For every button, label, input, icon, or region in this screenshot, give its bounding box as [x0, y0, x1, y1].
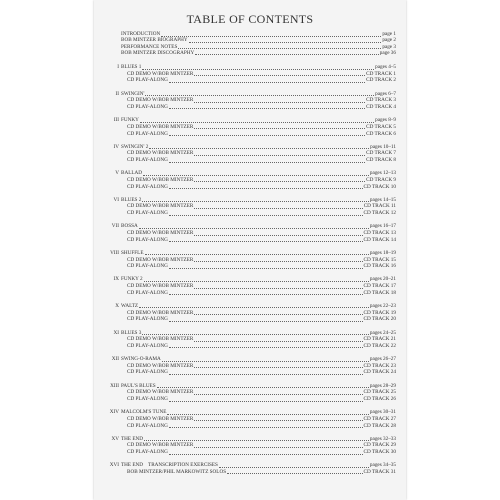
entry-reference: CD TRACK 5	[366, 123, 396, 130]
track-entry	[104, 237, 396, 244]
dot-leader	[169, 401, 363, 402]
entry-label: BALLAD	[121, 170, 143, 177]
dot-leader	[195, 54, 379, 55]
entry-reference: pages 34–35	[369, 462, 396, 469]
entry-label: CD DEMO W/BOB MINTZER	[127, 336, 194, 343]
dot-leader	[169, 162, 365, 163]
dot-leader	[169, 321, 363, 322]
entry-number: XII	[111, 356, 119, 363]
entry-label: MALCOLM'S TUNE	[121, 409, 167, 416]
dot-leader	[169, 454, 363, 455]
entry-reference: CD TRACK 7	[366, 150, 396, 157]
dot-leader	[169, 215, 363, 216]
entry-label: SWINGIN' 2	[121, 143, 149, 150]
entry-label: THE END	[121, 462, 144, 469]
entry-label: CD DEMO W/BOB MINTZER	[127, 389, 194, 396]
dot-leader	[194, 314, 362, 315]
entry-reference: page 3	[382, 43, 396, 50]
entry-number: VIII	[110, 249, 119, 256]
entry-label: CD DEMO W/BOB MINTZER	[127, 203, 194, 210]
entry-label: BOSSA	[121, 223, 138, 230]
dot-leader	[142, 69, 374, 70]
track-entry	[104, 316, 396, 323]
entry-reference: CD TRACK 15	[363, 256, 396, 263]
dot-leader	[145, 254, 369, 255]
entry-number: VII	[111, 223, 119, 230]
track-entry	[104, 210, 396, 217]
entry-label: PAUL'S BLUES	[121, 382, 156, 389]
entry-label: CD DEMO W/BOB MINTZER	[127, 70, 194, 77]
entry-subtitle: TRANSCRIPTION EXERCISES	[148, 462, 218, 469]
entry-label: CD DEMO W/BOB MINTZER	[127, 97, 194, 104]
entry-label: CD PLAY-ALONG	[127, 157, 168, 164]
dot-leader	[162, 361, 369, 362]
entry-label: FUNKY	[121, 117, 139, 124]
dot-leader	[169, 241, 363, 242]
entry-number: XIII	[110, 382, 119, 389]
entry-label: CD PLAY-ALONG	[127, 396, 168, 402]
dot-leader	[194, 367, 362, 368]
dot-leader	[169, 268, 363, 269]
entry-label: CD PLAY-ALONG	[127, 449, 168, 456]
dot-leader	[194, 128, 365, 129]
dot-leader	[194, 102, 365, 103]
dot-leader	[167, 414, 369, 415]
dot-leader	[143, 175, 369, 176]
dot-leader	[227, 473, 362, 474]
entry-reference: CD TRACK 31	[363, 468, 396, 475]
entry-reference: CD TRACK 28	[363, 422, 396, 429]
entry-label: CD PLAY-ALONG	[127, 342, 168, 349]
entry-label: CD DEMO W/BOB MINTZER	[127, 150, 194, 157]
entry-reference: CD TRACK 22	[363, 342, 396, 349]
entry-reference: pages 30–31	[369, 409, 396, 416]
entry-label: CD DEMO W/BOB MINTZER	[127, 362, 194, 369]
entry-label: WALTZ	[121, 302, 139, 309]
entry-reference: CD TRACK 12	[363, 210, 396, 217]
track-entry	[104, 369, 396, 376]
dot-leader	[140, 122, 374, 123]
dot-leader	[219, 467, 369, 468]
entry-label: CD PLAY-ALONG	[127, 210, 168, 217]
entry-label: CD PLAY-ALONG	[127, 316, 168, 323]
entry-reference: pages 18–19	[369, 249, 396, 256]
entry-reference: pages 4–5	[375, 64, 396, 70]
dot-leader	[194, 420, 362, 421]
entry-reference: pages 8–9	[375, 117, 396, 124]
entry-reference: CD TRACK 25	[363, 389, 396, 396]
entry-label: CD DEMO W/BOB MINTZER	[127, 415, 194, 422]
dot-leader	[194, 235, 362, 236]
entry-reference: page 36	[379, 49, 396, 56]
entry-reference: page 1	[382, 31, 396, 37]
entry-label: INTRODUCTION	[121, 31, 161, 37]
entry-number: III	[113, 117, 119, 124]
dot-leader	[169, 427, 363, 428]
entry-number: XV	[111, 435, 119, 442]
entry-label: SWING-O-RAMA	[121, 356, 161, 363]
entry-label: CD PLAY-ALONG	[127, 236, 168, 243]
entry-reference: CD TRACK 29	[363, 442, 396, 449]
dot-leader	[169, 82, 365, 83]
track-entry	[104, 131, 396, 138]
entry-label: PERFORMANCE NOTES	[121, 43, 178, 50]
entry-number: XI	[113, 329, 119, 336]
entry-label: BLUES 3	[121, 329, 142, 336]
entry-reference: CD TRACK 6	[366, 130, 396, 137]
entry-label: CD PLAY-ALONG	[127, 422, 168, 429]
dot-leader	[149, 148, 369, 149]
entry-label: CD PLAY-ALONG	[127, 103, 168, 110]
entry-reference: page 2	[382, 37, 396, 44]
track-entry	[104, 423, 396, 430]
entry-label: CD PLAY-ALONG	[127, 77, 168, 84]
entry-reference: CD TRACK 13	[363, 230, 396, 236]
entry-reference: pages 10–11	[370, 143, 396, 150]
entry-reference: pages 24–25	[369, 329, 396, 336]
entry-reference: CD TRACK 26	[363, 396, 396, 402]
toc-page	[94, 0, 406, 500]
track-entry	[104, 290, 396, 297]
entry-label: THE END	[121, 435, 144, 442]
dot-leader	[169, 188, 363, 189]
track-entry	[104, 104, 396, 111]
dot-leader	[194, 341, 362, 342]
dot-leader	[144, 281, 369, 282]
track-entry	[104, 469, 396, 476]
entry-label: FUNKY 2	[121, 276, 143, 283]
entry-reference: CD TRACK 23	[363, 362, 396, 369]
track-entry	[104, 263, 396, 270]
dot-leader	[194, 155, 365, 156]
entry-number: VI	[113, 196, 119, 203]
entry-number: V	[115, 170, 119, 177]
entry-reference: CD TRACK 24	[363, 369, 396, 376]
dot-leader	[169, 374, 363, 375]
dot-leader	[194, 75, 365, 76]
entry-reference: CD TRACK 14	[363, 236, 396, 243]
dot-leader	[194, 261, 362, 262]
dot-leader	[157, 387, 369, 388]
entry-reference: CD TRACK 2	[366, 77, 396, 84]
entry-reference: pages 14–15	[369, 196, 396, 203]
entry-reference: CD TRACK 10	[363, 183, 396, 190]
front-matter-entry	[104, 50, 396, 57]
entry-label: CD DEMO W/BOB MINTZER	[127, 123, 194, 130]
track-entry	[104, 343, 396, 350]
dot-leader	[169, 108, 365, 109]
entry-reference: pages 26–27	[369, 356, 396, 363]
entry-reference: CD TRACK 9	[366, 176, 396, 183]
entry-reference: CD TRACK 1	[366, 70, 396, 77]
entry-reference: pages 20–21	[369, 276, 396, 283]
entry-label: BOB MINTZER BIOGRAPHY	[121, 37, 188, 44]
entry-reference: CD TRACK 16	[363, 263, 396, 270]
dot-leader	[194, 447, 362, 448]
entry-reference: pages 6–7	[375, 90, 396, 97]
entry-label: SWINGIN'	[121, 90, 145, 97]
entry-reference: CD TRACK 17	[363, 283, 396, 290]
entry-label: CD PLAY-ALONG	[127, 289, 168, 296]
entry-label: BLUES 1	[121, 64, 142, 70]
dot-leader	[169, 294, 363, 295]
entry-reference: pages 32–33	[369, 435, 396, 442]
dot-leader	[142, 201, 369, 202]
entry-number: IV	[113, 143, 119, 150]
entry-label: CD PLAY-ALONG	[127, 369, 168, 376]
entry-reference: CD TRACK 8	[366, 157, 396, 164]
track-entry	[104, 449, 396, 456]
dot-leader	[142, 334, 369, 335]
entry-reference: CD TRACK 3	[366, 97, 396, 104]
entry-reference: CD TRACK 4	[366, 103, 396, 110]
track-entry	[104, 184, 396, 191]
entry-label: CD DEMO W/BOB MINTZER	[127, 283, 194, 290]
entry-reference: CD TRACK 30	[363, 449, 396, 456]
entry-label: CD DEMO W/BOB MINTZER	[127, 176, 194, 183]
track-entry	[104, 77, 396, 84]
page-title: TABLE OF CONTENTS	[186, 12, 314, 26]
entry-label: CD DEMO W/BOB MINTZER	[127, 442, 194, 449]
entry-label: SHUFFLE	[121, 249, 144, 256]
track-entry	[104, 396, 396, 403]
entry-reference: CD TRACK 11	[363, 203, 396, 210]
entry-reference: CD TRACK 21	[363, 336, 396, 343]
entry-label: BLUES 2	[121, 196, 142, 203]
entry-reference: pages 16–17	[369, 223, 396, 230]
entry-label: CD PLAY-ALONG	[127, 263, 168, 270]
entry-reference: CD TRACK 18	[363, 289, 396, 296]
entry-label: CD DEMO W/BOB MINTZER	[127, 256, 194, 263]
entry-number: X	[115, 302, 119, 309]
entry-label: CD PLAY-ALONG	[127, 183, 168, 190]
entry-label: BOB MINTZER/PHIL MARKOWITZ SOLOS	[127, 468, 227, 475]
entry-reference: CD TRACK 27	[363, 415, 396, 422]
dot-leader	[145, 95, 374, 96]
dot-leader	[144, 440, 369, 441]
dot-leader	[139, 307, 369, 308]
dot-leader	[169, 347, 363, 348]
entry-number: XIV	[109, 409, 119, 416]
entry-reference: CD TRACK 19	[363, 309, 396, 316]
track-entry	[104, 157, 396, 164]
entry-label: CD DEMO W/BOB MINTZER	[127, 309, 194, 316]
entry-label: CD DEMO W/BOB MINTZER	[127, 230, 194, 236]
entry-number: I	[117, 64, 119, 70]
entry-reference: pages 12–13	[369, 170, 396, 177]
dot-leader	[194, 181, 365, 182]
entry-number: IX	[113, 276, 119, 283]
dot-leader	[169, 135, 365, 136]
dot-leader	[194, 208, 362, 209]
dot-leader	[139, 228, 369, 229]
entry-number: XVI	[109, 462, 119, 469]
entry-number: II	[115, 90, 119, 97]
entry-label: CD PLAY-ALONG	[127, 130, 168, 137]
entry-reference: pages 22–23	[369, 302, 396, 309]
entry-reference: pages 28–29	[369, 382, 396, 389]
entry-reference: CD TRACK 20	[363, 316, 396, 323]
dot-leader	[194, 394, 362, 395]
dot-leader	[194, 288, 362, 289]
entry-label: BOB MINTZER DISCOGRAPHY	[121, 49, 195, 56]
